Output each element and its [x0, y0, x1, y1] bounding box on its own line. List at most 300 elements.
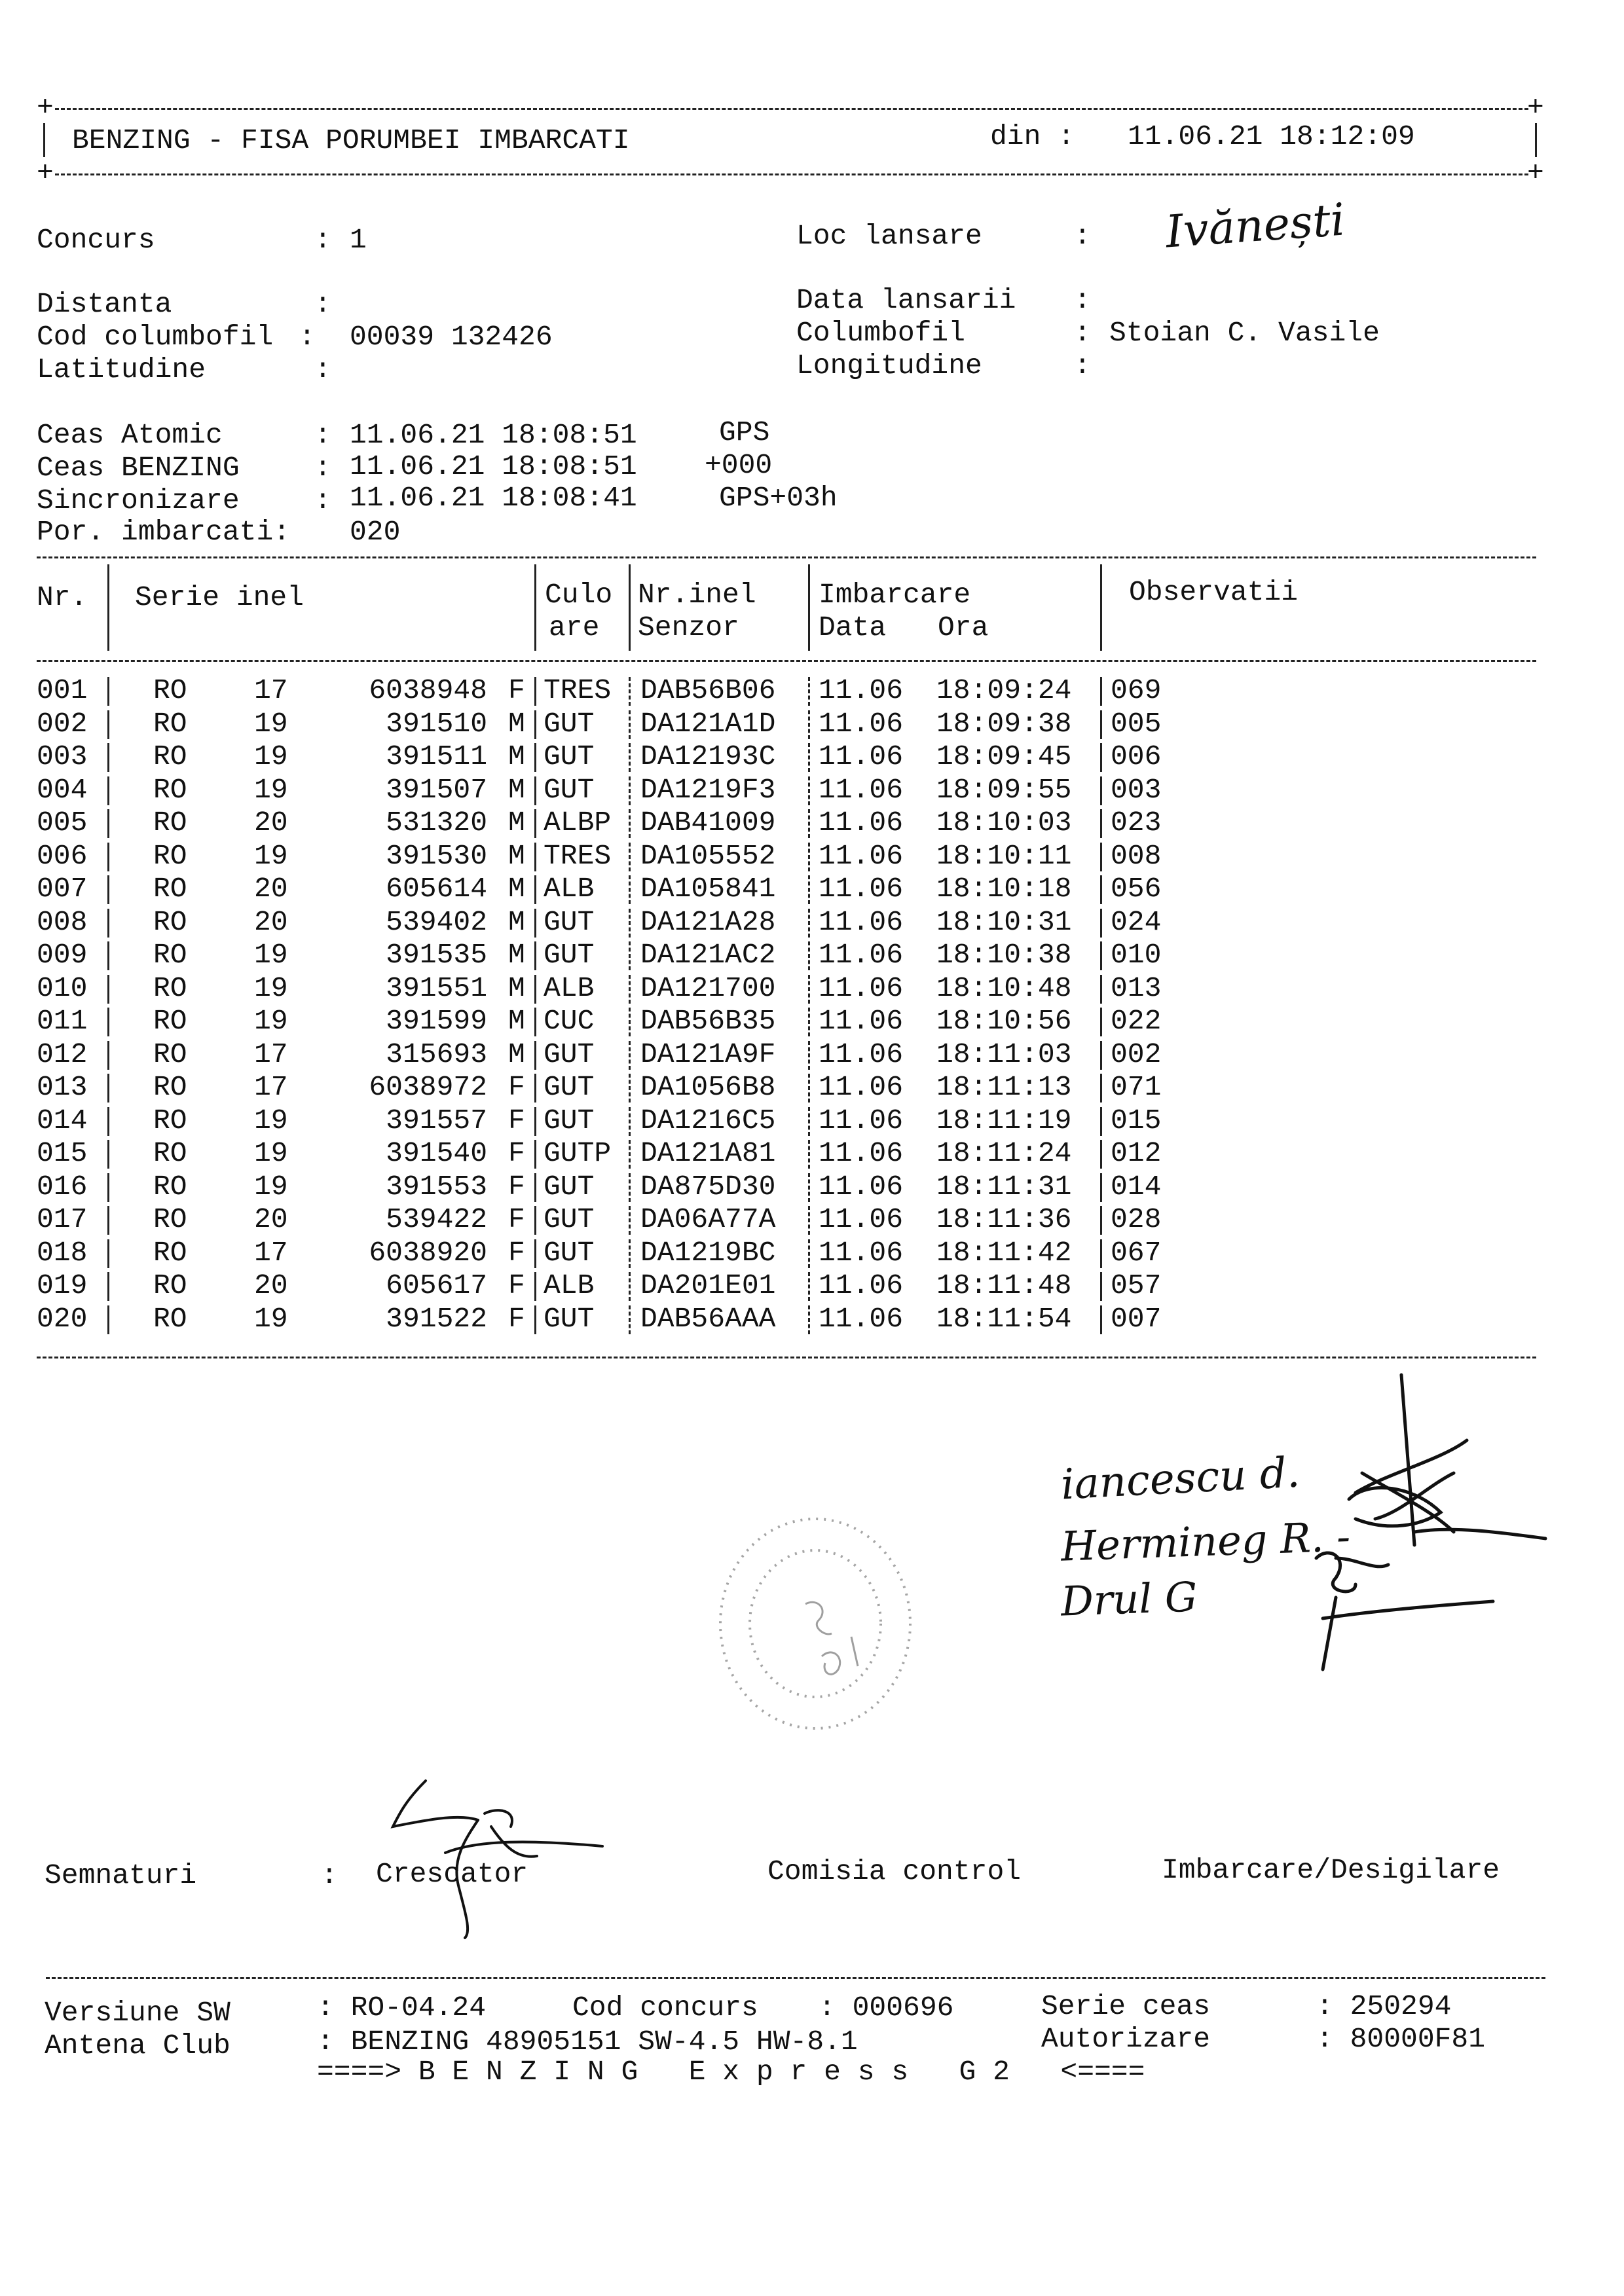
row-separator — [629, 743, 631, 772]
row-color: ALB — [544, 1269, 595, 1302]
por-imbarcati-value: 020 — [350, 516, 401, 548]
row-separator — [107, 743, 109, 772]
ceas-benzing-colon: : — [314, 452, 331, 484]
row-separator — [534, 1272, 536, 1301]
row-color: GUT — [544, 1302, 595, 1335]
row-time: 18:11:36 — [936, 1203, 1072, 1235]
row-sensor: DA1219BC — [640, 1236, 776, 1269]
row-sex: F — [508, 1203, 525, 1235]
row-separator — [107, 1272, 109, 1301]
row-observatii: 006 — [1111, 740, 1162, 773]
row-year: 17 — [254, 1236, 288, 1269]
row-separator — [107, 875, 109, 904]
row-separator — [1100, 677, 1102, 706]
row-separator — [629, 941, 631, 970]
row-date: 11.06 — [819, 740, 904, 773]
row-sex: M — [508, 873, 525, 905]
row-time: 18:09:24 — [936, 674, 1072, 706]
row-ring: 6038972 — [369, 1071, 487, 1103]
row-observatii: 010 — [1111, 939, 1162, 971]
row-separator — [629, 677, 631, 706]
row-separator — [808, 975, 810, 1004]
row-separator — [808, 1272, 810, 1301]
row-ring: 391522 — [386, 1302, 487, 1335]
serie-ceas-value: : 250294 — [1316, 1990, 1452, 2022]
row-nr: 019 — [37, 1269, 88, 1302]
header-corner-tl: + — [37, 92, 54, 124]
row-sensor: DAB41009 — [640, 807, 776, 839]
ceas-atomic-value: 11.06.21 18:08:51 — [350, 419, 637, 451]
row-separator — [1100, 1206, 1102, 1235]
row-year: 19 — [254, 707, 288, 740]
row-nr: 016 — [37, 1170, 88, 1203]
row-time: 18:10:18 — [936, 873, 1072, 905]
row-separator — [1100, 710, 1102, 739]
row-sex: M — [508, 839, 525, 872]
row-separator — [107, 975, 109, 1004]
row-country: RO — [153, 1137, 187, 1169]
row-country: RO — [153, 1071, 187, 1103]
row-year: 19 — [254, 1104, 288, 1137]
row-sensor: DA12193C — [640, 740, 776, 773]
sincronizare-suffix: GPS+03h — [719, 482, 838, 514]
row-color: GUT — [544, 939, 595, 971]
row-date: 11.06 — [819, 873, 904, 905]
row-date: 11.06 — [819, 1203, 904, 1235]
row-country: RO — [153, 740, 187, 773]
row-separator — [534, 710, 536, 739]
sincronizare-colon: : — [314, 484, 331, 517]
row-date: 11.06 — [819, 674, 904, 706]
row-separator — [1100, 975, 1102, 1004]
row-sex: F — [508, 1137, 525, 1169]
distanta-colon: : — [314, 288, 331, 320]
row-nr: 001 — [37, 674, 88, 706]
row-sex: M — [508, 1038, 525, 1070]
row-separator — [534, 677, 536, 706]
header-right-border — [1535, 123, 1537, 157]
row-year: 19 — [254, 939, 288, 971]
versiune-sw-label: Versiune SW — [45, 1997, 231, 2029]
row-date: 11.06 — [819, 1269, 904, 1302]
row-separator — [629, 1206, 631, 1235]
row-separator — [107, 1074, 109, 1102]
ceas-benzing-label: Ceas BENZING — [37, 452, 240, 484]
row-color: TRES — [544, 674, 612, 706]
header-culoare-2: are — [549, 611, 600, 644]
row-nr: 015 — [37, 1137, 88, 1169]
row-separator — [534, 809, 536, 838]
row-observatii: 022 — [1111, 1005, 1162, 1037]
row-separator — [1100, 909, 1102, 938]
data-lansarii-label: Data lansarii — [796, 284, 1016, 316]
row-separator — [629, 975, 631, 1004]
handwritten-name-3: Drul G — [1060, 1573, 1198, 1626]
row-separator — [534, 1140, 536, 1169]
semnaturi-label: Semnaturi — [45, 1859, 197, 1891]
row-sensor: DA121A9F — [640, 1038, 776, 1070]
header-senzor: Senzor — [638, 611, 739, 644]
row-separator — [808, 1140, 810, 1169]
row-country: RO — [153, 1005, 187, 1037]
row-sensor: DA875D30 — [640, 1170, 776, 1203]
row-nr: 009 — [37, 939, 88, 971]
row-year: 19 — [254, 773, 288, 806]
row-sensor: DA1216C5 — [640, 1104, 776, 1137]
row-nr: 018 — [37, 1236, 88, 1269]
row-time: 18:11:31 — [936, 1170, 1072, 1203]
row-sensor: DA105841 — [640, 873, 776, 905]
row-separator — [534, 1074, 536, 1102]
document-title: BENZING - FISA PORUMBEI IMBARCATI — [72, 124, 630, 156]
faint-club-stamp — [707, 1506, 923, 1741]
commission-signature-marks — [1048, 1362, 1572, 1702]
header-serie-inel: Serie inel — [135, 581, 304, 613]
row-color: GUT — [544, 1071, 595, 1103]
crescator-signature — [367, 1774, 616, 1944]
row-sensor: DA105552 — [640, 839, 776, 872]
row-separator — [629, 776, 631, 805]
row-color: GUT — [544, 773, 595, 806]
row-sensor: DAB56B06 — [640, 674, 776, 706]
row-separator — [629, 1074, 631, 1102]
row-separator — [629, 809, 631, 838]
row-date: 11.06 — [819, 839, 904, 872]
ceas-atomic-colon: : — [314, 419, 331, 451]
row-sex: F — [508, 1236, 525, 1269]
row-separator — [808, 1074, 810, 1102]
row-sensor: DA121AC2 — [640, 939, 776, 971]
row-separator — [629, 1008, 631, 1036]
row-separator — [808, 1041, 810, 1070]
row-year: 20 — [254, 1269, 288, 1302]
row-nr: 004 — [37, 773, 88, 806]
row-country: RO — [153, 905, 187, 938]
header-corner-tr: + — [1527, 92, 1544, 124]
sincronizare-value: 11.06.21 18:08:41 — [350, 482, 637, 514]
autorizare-value: : 80000F81 — [1316, 2023, 1486, 2055]
crescator-label: Crescator — [376, 1858, 528, 1890]
row-separator — [1100, 1173, 1102, 1202]
row-separator — [1100, 1008, 1102, 1036]
row-separator — [629, 1272, 631, 1301]
row-time: 18:11:54 — [936, 1302, 1072, 1335]
row-separator — [107, 909, 109, 938]
por-imbarcati-label: Por. imbarcati: — [37, 516, 291, 548]
autorizare-label: Autorizare — [1041, 2023, 1211, 2055]
row-ring: 391507 — [386, 773, 487, 806]
row-observatii: 005 — [1111, 707, 1162, 740]
row-separator — [629, 843, 631, 871]
row-country: RO — [153, 807, 187, 839]
handwritten-name-1: iancescu d. — [1060, 1448, 1301, 1510]
cod-columbofil-colon: : — [299, 321, 316, 353]
header-ora: Ora — [938, 611, 989, 644]
table-vline-senzor — [808, 564, 810, 651]
ceas-atomic-suffix: GPS — [719, 416, 770, 448]
row-year: 19 — [254, 1170, 288, 1203]
row-observatii: 013 — [1111, 972, 1162, 1004]
row-ring: 391530 — [386, 839, 487, 872]
row-time: 18:10:56 — [936, 1005, 1072, 1037]
row-observatii: 067 — [1111, 1236, 1162, 1269]
row-sensor: DA201E01 — [640, 1269, 776, 1302]
row-observatii: 014 — [1111, 1170, 1162, 1203]
row-separator — [1100, 743, 1102, 772]
row-sex: F — [508, 1170, 525, 1203]
row-time: 18:11:42 — [936, 1236, 1072, 1269]
row-sex: M — [508, 707, 525, 740]
row-separator — [107, 809, 109, 838]
row-separator — [808, 710, 810, 739]
row-time: 18:09:38 — [936, 707, 1072, 740]
data-lansarii-colon: : — [1074, 284, 1091, 316]
row-date: 11.06 — [819, 1005, 904, 1037]
row-observatii: 012 — [1111, 1137, 1162, 1169]
handwritten-name-2: Hermineg R. - — [1060, 1512, 1352, 1571]
row-time: 18:10:38 — [936, 939, 1072, 971]
row-nr: 014 — [37, 1104, 88, 1137]
row-country: RO — [153, 1269, 187, 1302]
row-time: 18:11:48 — [936, 1269, 1072, 1302]
header-corner-br: + — [1527, 157, 1544, 189]
row-separator — [629, 1140, 631, 1169]
row-separator — [534, 1206, 536, 1235]
row-separator — [1100, 843, 1102, 871]
table-vline-serie — [534, 564, 536, 651]
row-color: ALB — [544, 873, 595, 905]
row-nr: 020 — [37, 1302, 88, 1335]
row-sensor: DA06A77A — [640, 1203, 776, 1235]
row-separator — [107, 1206, 109, 1235]
row-observatii: 028 — [1111, 1203, 1162, 1235]
distanta-label: Distanta — [37, 288, 172, 320]
row-country: RO — [153, 939, 187, 971]
row-separator — [107, 1107, 109, 1136]
sincronizare-label: Sincronizare — [37, 484, 240, 517]
benzing-express-banner: ====> B E N Z I N G E x p r e s s G 2 <==== — [317, 2056, 1145, 2088]
row-separator — [107, 677, 109, 706]
row-ring: 605617 — [386, 1269, 487, 1302]
din-label: din : — [990, 120, 1075, 153]
row-nr: 010 — [37, 972, 88, 1004]
row-observatii: 057 — [1111, 1269, 1162, 1302]
cod-concurs-label: Cod concurs — [572, 1992, 758, 2024]
row-separator — [808, 1008, 810, 1036]
row-color: GUT — [544, 1104, 595, 1137]
row-separator — [808, 1305, 810, 1334]
row-sex: M — [508, 740, 525, 773]
row-sex: M — [508, 905, 525, 938]
table-top-border — [37, 556, 1536, 558]
row-sensor: DAB56AAA — [640, 1302, 776, 1335]
row-observatii: 008 — [1111, 839, 1162, 872]
loc-lansare-handwritten: Ivănești — [1164, 194, 1347, 259]
row-ring: 605614 — [386, 873, 487, 905]
row-country: RO — [153, 1104, 187, 1137]
row-date: 11.06 — [819, 905, 904, 938]
row-sex: F — [508, 1104, 525, 1137]
row-nr: 005 — [37, 807, 88, 839]
row-separator — [534, 1239, 536, 1268]
row-separator — [534, 941, 536, 970]
header-bottom-border — [55, 173, 1528, 175]
row-year: 19 — [254, 972, 288, 1004]
concurs-colon: : — [314, 224, 331, 256]
row-country: RO — [153, 873, 187, 905]
concurs-value: 1 — [350, 224, 367, 256]
row-time: 18:11:24 — [936, 1137, 1072, 1169]
row-separator — [107, 1041, 109, 1070]
row-color: GUT — [544, 1236, 595, 1269]
row-separator — [1100, 776, 1102, 805]
row-sensor: DA121A81 — [640, 1137, 776, 1169]
row-observatii: 003 — [1111, 773, 1162, 806]
longitudine-colon: : — [1074, 350, 1091, 382]
row-separator — [107, 710, 109, 739]
loc-lansare-label: Loc lansare — [796, 220, 982, 252]
row-color: ALBP — [544, 807, 612, 839]
table-header-bottom-border — [37, 660, 1536, 662]
row-year: 19 — [254, 1005, 288, 1037]
row-separator — [534, 1041, 536, 1070]
row-observatii: 015 — [1111, 1104, 1162, 1137]
ceas-atomic-label: Ceas Atomic — [37, 419, 223, 451]
row-country: RO — [153, 1302, 187, 1335]
row-color: GUT — [544, 707, 595, 740]
row-time: 18:09:45 — [936, 740, 1072, 773]
row-nr: 002 — [37, 707, 88, 740]
cod-concurs-value: : 000696 — [819, 1992, 954, 2024]
row-date: 11.06 — [819, 773, 904, 806]
row-sensor: DAB56B35 — [640, 1005, 776, 1037]
row-country: RO — [153, 1236, 187, 1269]
row-year: 17 — [254, 1038, 288, 1070]
row-color: TRES — [544, 839, 612, 872]
row-separator — [534, 1008, 536, 1036]
row-separator — [107, 1173, 109, 1202]
row-separator — [1100, 941, 1102, 970]
header-nr-inel: Nr.inel — [638, 579, 756, 611]
row-separator — [1100, 1140, 1102, 1169]
cod-columbofil-label: Cod columbofil — [37, 321, 274, 353]
row-sex: F — [508, 1269, 525, 1302]
row-sex: M — [508, 1005, 525, 1037]
row-separator — [107, 1140, 109, 1169]
row-separator — [629, 1239, 631, 1268]
row-nr: 017 — [37, 1203, 88, 1235]
row-sex: M — [508, 939, 525, 971]
row-separator — [808, 1107, 810, 1136]
row-separator — [107, 843, 109, 871]
ceas-benzing-value: 11.06.21 18:08:51 — [350, 450, 637, 483]
row-separator — [107, 1305, 109, 1334]
row-separator — [534, 776, 536, 805]
row-year: 19 — [254, 1302, 288, 1335]
row-sex: M — [508, 773, 525, 806]
row-year: 20 — [254, 1203, 288, 1235]
row-color: GUT — [544, 1038, 595, 1070]
row-separator — [1100, 1107, 1102, 1136]
row-time: 18:11:19 — [936, 1104, 1072, 1137]
row-country: RO — [153, 972, 187, 1004]
ceas-benzing-suffix: +000 — [705, 449, 773, 481]
columbofil-colon: : — [1074, 317, 1091, 349]
row-ring: 391553 — [386, 1170, 487, 1203]
row-year: 17 — [254, 674, 288, 706]
row-separator — [1100, 1305, 1102, 1334]
row-date: 11.06 — [819, 1170, 904, 1203]
loc-lansare-colon: : — [1074, 220, 1091, 252]
row-separator — [534, 743, 536, 772]
row-color: GUTP — [544, 1137, 612, 1169]
row-sex: M — [508, 807, 525, 839]
row-date: 11.06 — [819, 707, 904, 740]
row-separator — [1100, 875, 1102, 904]
concurs-label: Concurs — [37, 224, 155, 256]
row-separator — [1100, 1272, 1102, 1301]
header-data: Data — [819, 611, 887, 644]
header-top-border — [55, 108, 1528, 110]
row-sensor: DA121A1D — [640, 707, 776, 740]
row-separator — [808, 1173, 810, 1202]
row-separator — [808, 875, 810, 904]
versiune-sw-value: : RO-04.24 — [317, 1992, 487, 2024]
row-separator — [1100, 1074, 1102, 1102]
row-separator — [1100, 1041, 1102, 1070]
row-ring: 391510 — [386, 707, 487, 740]
row-date: 11.06 — [819, 1071, 904, 1103]
row-separator — [808, 743, 810, 772]
row-ring: 6038948 — [369, 674, 487, 706]
cod-columbofil-value: 00039 132426 — [350, 321, 553, 353]
row-separator — [107, 1008, 109, 1036]
row-ring: 539402 — [386, 905, 487, 938]
row-separator — [629, 1305, 631, 1334]
table-vline-imbarcare — [1100, 564, 1102, 651]
row-ring: 315693 — [386, 1038, 487, 1070]
columbofil-label: Columbofil — [796, 317, 966, 349]
row-ring: 391511 — [386, 740, 487, 773]
row-time: 18:11:13 — [936, 1071, 1072, 1103]
header-culoare-1: Culo — [545, 579, 613, 611]
row-separator — [534, 1107, 536, 1136]
longitudine-label: Longitudine — [796, 350, 982, 382]
row-sex: F — [508, 674, 525, 706]
row-color: GUT — [544, 905, 595, 938]
row-ring: 391551 — [386, 972, 487, 1004]
row-separator — [808, 843, 810, 871]
row-separator — [808, 941, 810, 970]
row-observatii: 024 — [1111, 905, 1162, 938]
row-separator — [534, 1173, 536, 1202]
row-separator — [629, 875, 631, 904]
row-year: 17 — [254, 1071, 288, 1103]
row-observatii: 023 — [1111, 807, 1162, 839]
row-time: 18:09:55 — [936, 773, 1072, 806]
row-separator — [1100, 809, 1102, 838]
row-color: GUT — [544, 1170, 595, 1203]
row-date: 11.06 — [819, 1104, 904, 1137]
row-date: 11.06 — [819, 1302, 904, 1335]
semnaturi-colon: : — [321, 1859, 338, 1891]
row-separator — [534, 875, 536, 904]
row-ring: 531320 — [386, 807, 487, 839]
latitudine-colon: : — [314, 354, 331, 386]
row-nr: 003 — [37, 740, 88, 773]
header-nr: Nr. — [37, 581, 88, 613]
row-color: GUT — [544, 740, 595, 773]
